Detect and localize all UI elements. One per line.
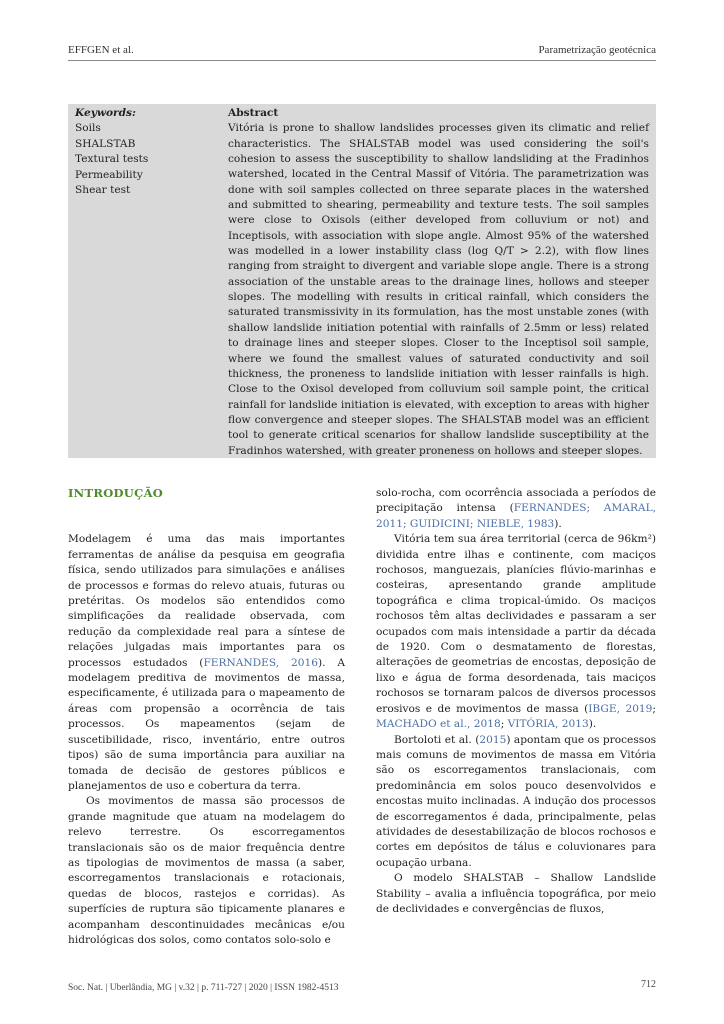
keywords-title: Keywords: [75,107,136,119]
keyword-item: SHALSTAB [75,137,136,150]
paragraph: Os movimentos de massa são processos de grande magnitude que atuam na modelagem do relevo terrestre. Os escorregamentos translacionais são os de maior frequência dentre as tipologias de movimentos de massa (a saber, escorregamentos translacionais e rotacionais, quedas de blocos, rastejos e corridas). As superfícies de ruptura são tipicamente planares e acompanham descontinuidades mecânicas e/ou hidrológicas dos solos, como contatos solo-solo e [68,795,345,946]
page-number: 712 [641,979,656,990]
citation-link[interactable]: VITÓRIA, 2013 [507,718,589,731]
citation-link[interactable]: FERNANDES; AMARAL, 2011; GUIDICINI; NIEBLE, 1983 [376,502,656,530]
paragraph: Modelagem é uma das mais importantes ferramentas de análise da pesquisa em geografia física, sendo utilizados para simulações e análises de processos e formas do relevo atuais, futuras ou pretéritas. Os modelos são entendidos como simplificações da realidade observada, com redução da complexidade real para a síntese de relações julgadas mais importantes para os processos estudados (FERNANDES, 2016). A modelagem preditiva de movimentos de massa, especificamente, é utilizada para o mapeamento de áreas com propensão a ocorrência de tais processos. Os mapeamentos (sejam de suscetibilidade, risco, inventário, entre outros tipos) são de suma importância para auxiliar na tomada de decisão de gestores públicos e planejamentos de uso e cobertura da terra. [68,533,345,792]
citation-link[interactable]: FERNANDES, 2016 [203,656,318,669]
abstract-column [228,106,649,459]
abstract-title: Abstract [228,107,279,119]
footer-journal-info: Soc. Nat. | Uberlândia, MG | v.32 | p. 711-727 | 2020 | ISSN 1982-4513 [68,983,339,993]
keyword-item: Textural tests [75,153,149,166]
citation-link[interactable]: MACHADO et al., 2018 [376,718,501,731]
keyword-item: Soils [75,122,101,135]
keywords-column [75,106,225,198]
citation-link[interactable]: 2015 [479,733,507,746]
keyword-item: Shear test [75,184,131,197]
running-header-title: Parametrização geotécnica [538,44,656,56]
section-title-introducao: INTRODUÇÃO [68,486,164,500]
paragraph: solo-rocha, com ocorrência associada a períodos de precipitação intensa (FERNANDES; AMARAL, 2011; GUIDICINI; NIEBLE, 1983). [376,487,656,530]
paragraph: Vitória tem sua área territorial (cerca de 96km²) dividida entre ilhas e continente, com maciços rochosos, manguezais, planícies flúvio-marinhas e costeiras, apresentando grande amplitude topográfica e clima tropical-úmido. Os maciços rochosos têm altas declividades e passaram a ser ocupados com mais intensidade a partir da década de 1920. Com o desmatamento de florestas, alterações de geometrias de encostas, deposição de lixo e água de forma desordenada, tais maciços rochosos se tornaram palcos de diversos processos erosivos e de movimentos de massa (IBGE, 2019; MACHADO et al., 2018; VITÓRIA, 2013). [376,533,656,731]
running-header-authors: EFFGEN et al. [68,44,134,56]
citation-link[interactable]: IBGE, 2019 [588,702,653,715]
keyword-item: Permeability [75,168,143,181]
paragraph: O modelo SHALSTAB – Shallow Landslide Stability – avalia a influência topográfica, por meio de declividades e convergências de fluxos, [376,872,656,915]
abstract-text: Vitória is prone to shallow landslides processes given its climatic and relief characteristics. The SHALSTAB model was used considering the soil's cohesion to assess the susceptibility to shallow landsliding at the Fradinhos watershed, located in the Central Massif of Vitória. The parametrization was done with soil samples collected on three separate places in the watershed and submitted to shearing, permeability and texture tests. The soil samples were close to Oxisols (either developed from colluvium or not) and Inceptisols, with association with slope angle. Almost 95% of the watershed was modelled in a lower instability class (log Q/T > 2.2), with flow lines ranging from straight to divergent and variable slope angle. There is a strong association of the unstable areas to the drainage lines, hollows and steeper slopes. The modelling with results in critical rainfall, which considers the saturated transmissivity in its formulation, has the most unstable zones (with shallow landslide initiation potential with rainfalls of 2.5mm or less) related to drainage lines and steeper slopes. Closer to the Inceptisol soil sample, where we found the smallest values of saturated conductivity and soil thickness, the proneness to landslide initiation with lesser rainfalls is high. Close to the Oxisol developed from colluvium soil sample point, the critical rainfall for landslide initiation is elevated, with exception to areas with higher flow convergence and steeper slopes. The SHALSTAB model was an efficient tool to generate critical scenarios for shallow landslide susceptibility at the Fradinhos watershed, with greater proneness on hollows and steeper slopes. [228,122,649,457]
paragraph: Bortoloti et al. (2015) apontam que os processos mais comuns de movimentos de massa em Vitória são os escorregamentos translacionais, com predominância em solos pouco desenvolvidos e encostas muito inclinadas. A indução dos processos de escorregamentos é dada, principalmente, pelas atividades de desestabilização de blocos rochosos e cortes em depósitos de tálus e coluvionares para ocupação urbana. [376,733,657,869]
body-column-right [376,486,656,917]
body-column-left [68,486,345,948]
header-rule [68,60,656,61]
